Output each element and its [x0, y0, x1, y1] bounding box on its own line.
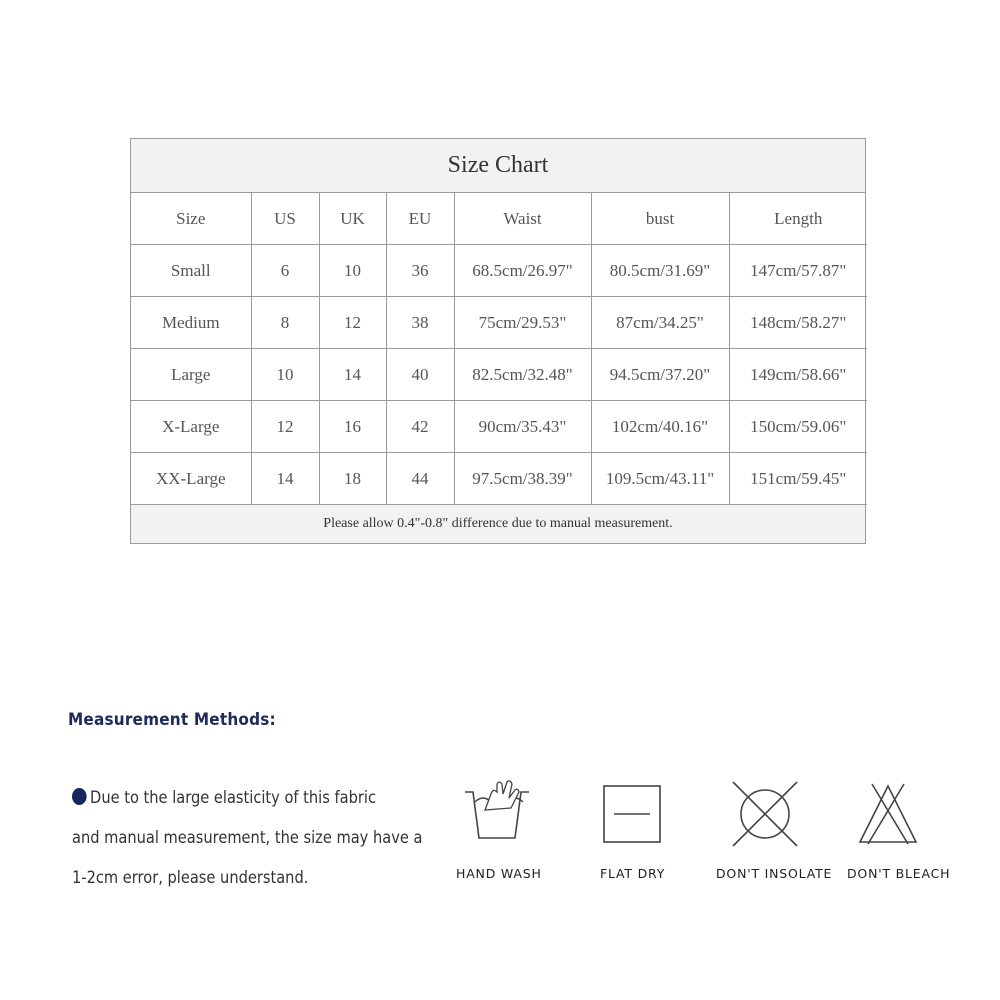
table-cell: 97.5cm/38.39"	[454, 453, 591, 505]
care-label: DON'T BLEACH	[847, 866, 951, 881]
table-header-cell: UK	[319, 193, 386, 245]
table-header-cell: Length	[729, 193, 867, 245]
table-header-cell: US	[251, 193, 319, 245]
table-header-cell: Size	[131, 193, 251, 245]
table-cell: 14	[251, 453, 319, 505]
size-table	[131, 193, 867, 505]
table-cell: Small	[131, 245, 251, 297]
table-cell: 16	[319, 401, 386, 453]
table-cell: Large	[131, 349, 251, 401]
size-chart-note: Please allow 0.4"-0.8" difference due to manual measurement.	[131, 505, 865, 543]
table-cell: 151cm/59.45"	[729, 453, 867, 505]
table-cell: 87cm/34.25"	[591, 297, 729, 349]
table-cell: Medium	[131, 297, 251, 349]
table-cell: 44	[386, 453, 454, 505]
table-cell: 36	[386, 245, 454, 297]
table-cell: 10	[251, 349, 319, 401]
table-header-cell: Waist	[454, 193, 591, 245]
table-row	[131, 349, 867, 401]
table-cell: 80.5cm/31.69"	[591, 245, 729, 297]
table-cell: 8	[251, 297, 319, 349]
table-cell: 149cm/58.66"	[729, 349, 867, 401]
care-label: FLAT DRY	[600, 866, 666, 881]
size-chart-title: Size Chart	[131, 139, 865, 193]
table-cell: 109.5cm/43.11"	[591, 453, 729, 505]
table-cell: 148cm/58.27"	[729, 297, 867, 349]
table-cell: 102cm/40.16"	[591, 401, 729, 453]
measurement-line: 1-2cm error, please understand.	[72, 868, 309, 888]
hand-wash-icon	[422, 780, 572, 840]
table-cell: 6	[251, 245, 319, 297]
table-row	[131, 401, 867, 453]
table-cell: 147cm/57.87"	[729, 245, 867, 297]
table-row	[131, 245, 867, 297]
care-label: HAND WASH	[456, 866, 542, 881]
measurement-methods-text	[72, 778, 423, 898]
table-header-row	[131, 193, 867, 245]
table-row	[131, 453, 867, 505]
measurement-line: Due to the large elasticity of this fabric	[72, 778, 399, 818]
table-cell: 14	[319, 349, 386, 401]
table-cell: 18	[319, 453, 386, 505]
table-cell: 12	[251, 401, 319, 453]
table-row	[131, 297, 867, 349]
table-cell: 10	[319, 245, 386, 297]
table-cell: 90cm/35.43"	[454, 401, 591, 453]
table-header-cell: bust	[591, 193, 729, 245]
table-cell: 12	[319, 297, 386, 349]
measurement-line: and manual measurement, the size may have a	[72, 828, 423, 848]
table-cell: 82.5cm/32.48"	[454, 349, 591, 401]
table-cell: 40	[386, 349, 454, 401]
table-cell: 68.5cm/26.97"	[454, 245, 591, 297]
dont-bleach-icon	[813, 780, 963, 848]
table-header-cell: EU	[386, 193, 454, 245]
size-chart	[130, 138, 866, 544]
table-cell: 94.5cm/37.20"	[591, 349, 729, 401]
table-cell: XX-Large	[131, 453, 251, 505]
table-cell: 42	[386, 401, 454, 453]
bullet-dot-icon	[72, 788, 87, 805]
flat-dry-icon	[556, 780, 706, 844]
table-cell: 75cm/29.53"	[454, 297, 591, 349]
table-cell: 150cm/59.06"	[729, 401, 867, 453]
measurement-methods-title: Measurement Methods:	[68, 710, 276, 730]
care-label: DON'T INSOLATE	[716, 866, 833, 881]
table-cell: X-Large	[131, 401, 251, 453]
table-cell: 38	[386, 297, 454, 349]
